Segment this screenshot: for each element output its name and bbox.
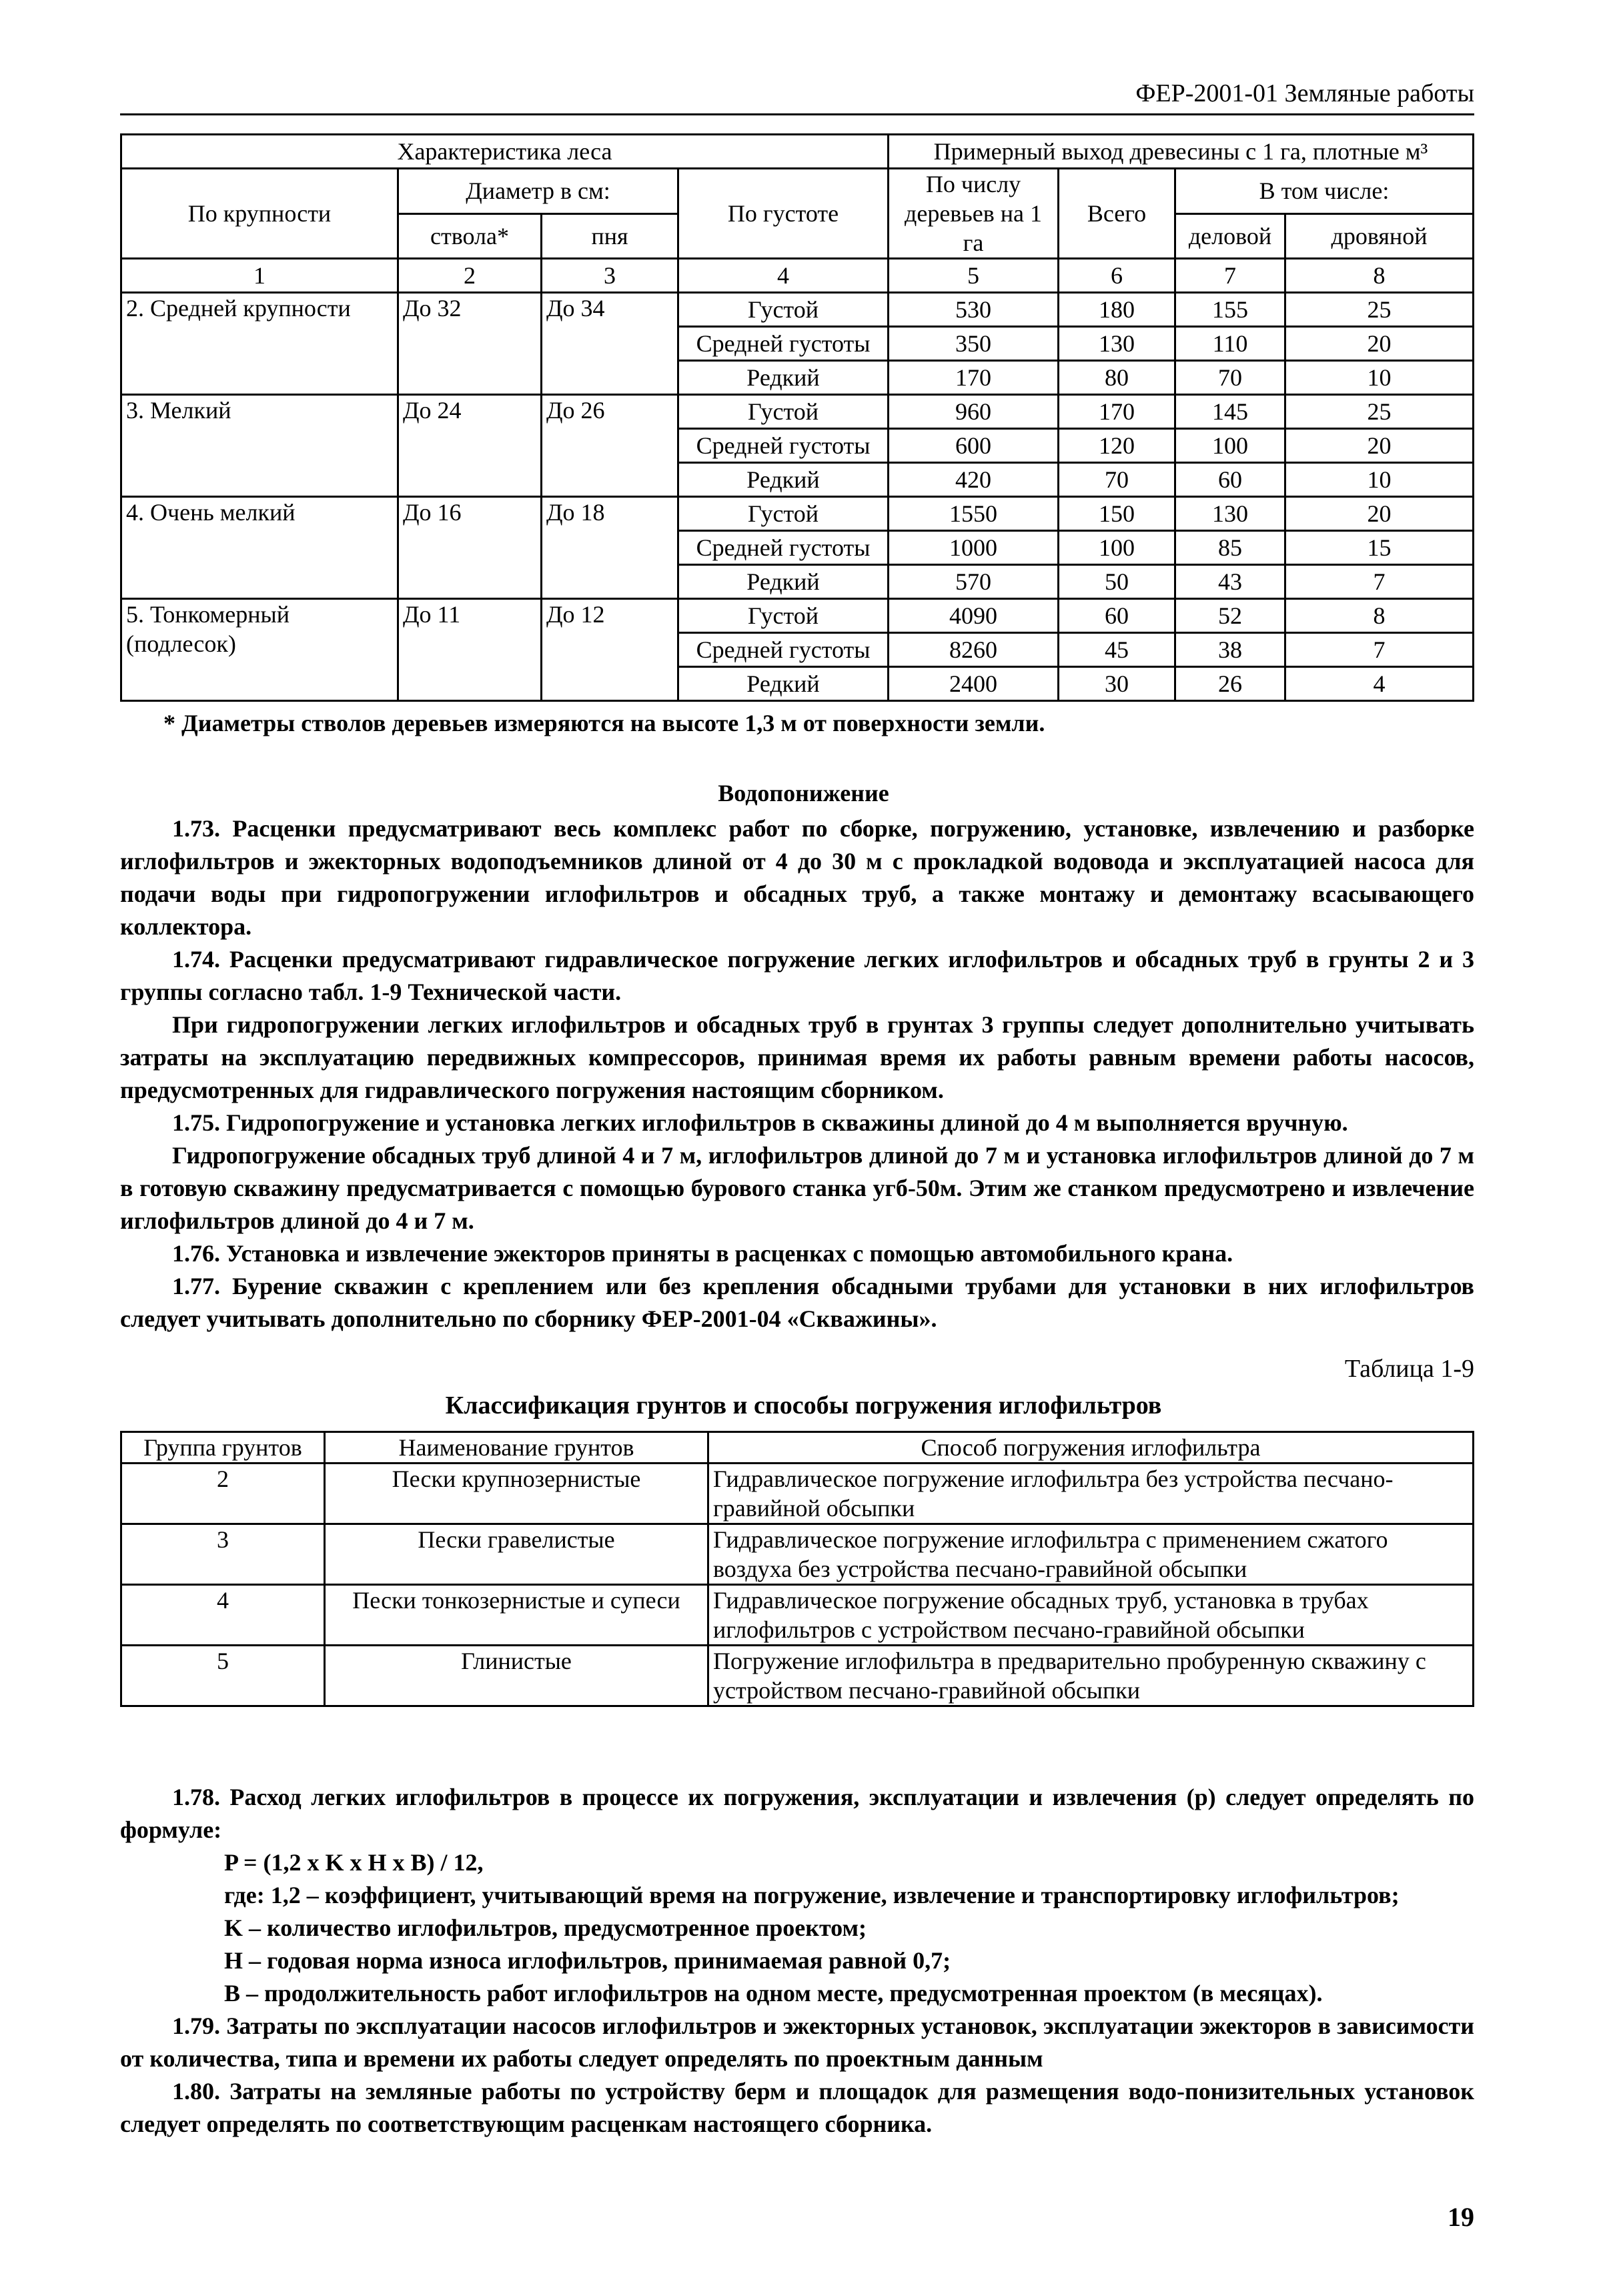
table-cell: Глинистые (325, 1646, 708, 1706)
th-characteristics: Характеристика леса (121, 135, 889, 169)
table-cell: 52 (1175, 599, 1285, 633)
paragraph: 1.80. Затраты на земляные работы по устройству берм и площадок для размещения водо-понизительных установок следует определять по соответствующим расценкам настоящего сборника. (120, 2078, 1474, 2137)
table-cell: 1550 (889, 497, 1059, 531)
table-cell: 4090 (889, 599, 1059, 633)
table-cell: Пески гравелистые (325, 1524, 708, 1585)
col-num: 4 (678, 259, 889, 293)
table-row (121, 1524, 1474, 1585)
table-cell: 530 (889, 293, 1059, 327)
col-num: 8 (1285, 259, 1474, 293)
table-cell: 43 (1175, 565, 1285, 599)
table-cell: Средней густоты (678, 429, 889, 463)
table-cell: 70 (1059, 463, 1175, 497)
table-cell: 25 (1285, 293, 1474, 327)
paragraph: 1.75. Гидропогружение и установка легких иглофильтров в скважины длиной до 4 м выполняется вручную. (172, 1109, 1348, 1136)
formula-where: K – количество иглофильтров, предусмотренное проектом; (224, 1914, 867, 1941)
table-row (121, 293, 1474, 327)
table-row (121, 1646, 1474, 1706)
th-trunk: ствола* (398, 213, 542, 259)
table-footnote: * Диаметры стволов деревьев измеряются на высоте 1,3 м от поверхности земли. (163, 710, 1045, 736)
table-cell: Густой (678, 395, 889, 429)
table-cell: 10 (1285, 463, 1474, 497)
table-cell: 8260 (889, 633, 1059, 667)
table-cell: 180 (1059, 293, 1175, 327)
table-cell: Пески крупнозернистые (325, 1464, 708, 1524)
table-cell: Гидравлическое погружение обсадных труб, установка в трубах иглофильтров с устройством песчано-гравийной обсыпки (708, 1585, 1474, 1646)
column-numbers-row (121, 259, 1474, 293)
table-cell: 100 (1059, 531, 1175, 565)
th-size: По крупности (121, 169, 398, 259)
table-cell: До 26 (542, 395, 678, 497)
table-cell: 420 (889, 463, 1059, 497)
table-cell: 960 (889, 395, 1059, 429)
body-text (120, 812, 1474, 1335)
table-cell: 170 (889, 361, 1059, 395)
soils-table (120, 1431, 1474, 1707)
table-cell: Густой (678, 497, 889, 531)
table-cell: 30 (1059, 667, 1175, 701)
table-cell: Средней густоты (678, 531, 889, 565)
col-num: 2 (398, 259, 542, 293)
paragraph: 1.78. Расход легких иглофильтров в процессе их погружения, эксплуатации и извлечения (р) следует определять по формуле: (120, 1784, 1474, 1843)
table-cell: Густой (678, 293, 889, 327)
table-cell: 26 (1175, 667, 1285, 701)
table-cell: 3. Мелкий (121, 395, 398, 497)
col-num: 7 (1175, 259, 1285, 293)
table-cell: Густой (678, 599, 889, 633)
page-number: 19 (1448, 2202, 1474, 2232)
formula: P = (1,2 x K x H x B) / 12, (224, 1849, 484, 1876)
table-cell: 80 (1059, 361, 1175, 395)
section-title: Водопонижение (718, 780, 889, 806)
table-cell: 600 (889, 429, 1059, 463)
table-caption: Таблица 1-9 (1344, 1355, 1474, 1383)
table-cell: Редкий (678, 463, 889, 497)
table-cell: 145 (1175, 395, 1285, 429)
soils-table-body (121, 1464, 1474, 1706)
table-cell: Редкий (678, 667, 889, 701)
formula-where: B – продолжительность работ иглофильтров на одном месте, предусмотренная проектом (в месяцах). (224, 1980, 1323, 2006)
table-cell: 3 (121, 1524, 325, 1585)
col-num: 5 (889, 259, 1059, 293)
table-cell: До 16 (398, 497, 542, 599)
table-cell: Гидравлическое погружение иглофильтра без устройства песчано-гравийной обсыпки (708, 1464, 1474, 1524)
table-cell: 60 (1175, 463, 1285, 497)
formula-where: где: 1,2 – коэффициент, учитывающий время на погружение, извлечение и транспортировку иглофильтров; (224, 1882, 1400, 1908)
table-cell: 4 (121, 1585, 325, 1646)
page-header: ФЕР-2001-01 Земляные работы (120, 73, 1474, 115)
table-row (121, 395, 1474, 429)
table-row (121, 1585, 1474, 1646)
table-cell: 155 (1175, 293, 1285, 327)
table-cell: 45 (1059, 633, 1175, 667)
table-cell: 5 (121, 1646, 325, 1706)
table-cell: 110 (1175, 327, 1285, 361)
table-cell: 4. Очень мелкий (121, 497, 398, 599)
table-cell: До 24 (398, 395, 542, 497)
formula-where: H – годовая норма износа иглофильтров, принимаемая равной 0,7; (224, 1947, 951, 1974)
table-cell: Редкий (678, 361, 889, 395)
paragraph: 1.77. Бурение скважин с креплением или без крепления обсадными трубами для установки в них иглофильтров следует учитывать дополнительно по сборнику ФЕР-2001-04 «Скважины». (120, 1273, 1474, 1332)
table-cell: 150 (1059, 497, 1175, 531)
table-cell: До 18 (542, 497, 678, 599)
table-cell: 60 (1059, 599, 1175, 633)
table-row (121, 497, 1474, 531)
forest-table-body (121, 293, 1474, 701)
table-cell: 20 (1285, 327, 1474, 361)
table-cell: 120 (1059, 429, 1175, 463)
th-total: Всего (1059, 169, 1175, 259)
th-count: По числу деревьев на 1 га (889, 169, 1059, 259)
paragraph: 1.73. Расценки предусматривают весь комплекс работ по сборке, погружению, установке, извлечению и разборке иглофильтров и эжекторных водоподъемников длиной от 4 до 30 м с прокладкой водовода и эксплуатацией насоса для подачи воды при гидропогружении иглофильтров и обсадных труб, а также монтажу и демонтажу всасывающего коллектора. (120, 815, 1474, 940)
table-cell: Средней густоты (678, 327, 889, 361)
table-cell: 1000 (889, 531, 1059, 565)
table-cell: 2. Средней крупности (121, 293, 398, 395)
th-method: Способ погружения иглофильтра (708, 1432, 1474, 1464)
table-cell: Пески тонкозернистые и супеси (325, 1585, 708, 1646)
table-cell: 70 (1175, 361, 1285, 395)
th-density: По густоте (678, 169, 889, 259)
table-cell: 15 (1285, 531, 1474, 565)
table-cell: До 11 (398, 599, 542, 701)
table-cell: 2 (121, 1464, 325, 1524)
table-cell: 7 (1285, 565, 1474, 599)
table-cell: 570 (889, 565, 1059, 599)
table-title: Классификация грунтов и способы погружения иглофильтров (445, 1391, 1162, 1419)
table-cell: Редкий (678, 565, 889, 599)
table-cell: 130 (1175, 497, 1285, 531)
table-cell: 10 (1285, 361, 1474, 395)
table-cell: 350 (889, 327, 1059, 361)
col-num: 6 (1059, 259, 1175, 293)
table-cell: До 12 (542, 599, 678, 701)
table-row (121, 599, 1474, 633)
table-cell: 100 (1175, 429, 1285, 463)
col-num: 3 (542, 259, 678, 293)
th-soil-group: Группа грунтов (121, 1432, 325, 1464)
paragraph: При гидропогружении легких иглофильтров и обсадных труб в грунтах 3 группы следует дополнительно учитывать затраты на эксплуатацию передвижных компрессоров, принимая время их работы равным времени работы насосов, предусмотренных для гидравлического погружения настоящим сборником. (120, 1011, 1474, 1103)
table-cell: 7 (1285, 633, 1474, 667)
body-text-2 (120, 1781, 1474, 2141)
table-cell: Гидравлическое погружение иглофильтра с применением сжатого воздуха без устройства песчано-гравийной обсыпки (708, 1524, 1474, 1585)
table-cell: До 32 (398, 293, 542, 395)
table-cell: 50 (1059, 565, 1175, 599)
paragraph: Гидропогружение обсадных труб длиной 4 и 7 м, иглофильтров длиной до 7 м и установка иглофильтров длиной до 7 м в готовую скважину предусматривается с помощью бурового станка угб-50м. Этим же станком предусмотрено и извлечение иглофильтров длиной до 4 и 7 м. (120, 1142, 1474, 1234)
th-including: В том числе: (1175, 169, 1474, 214)
table-row (121, 1464, 1474, 1524)
paragraph: 1.79. Затраты по эксплуатации насосов иглофильтров и эжекторных установок, эксплуатации эжекторов в зависимости от количества, типа и времени их работы следует определять по проектным данным (120, 2013, 1474, 2072)
table-cell: 5. Тонкомерный (подлесок) (121, 599, 398, 701)
paragraph: 1.76. Установка и извлечение эжекторов приняты в расценках с помощью автомобильного крана. (172, 1240, 1233, 1267)
forest-table (120, 133, 1474, 702)
table-cell: Средней густоты (678, 633, 889, 667)
th-soil-name: Наименование грунтов (325, 1432, 708, 1464)
table-cell: Погружение иглофильтра в предварительно пробуренную скважину с устройством песчано-гравийной обсыпки (708, 1646, 1474, 1706)
col-num: 1 (121, 259, 398, 293)
table-cell: 8 (1285, 599, 1474, 633)
table-cell: 25 (1285, 395, 1474, 429)
table-cell: 2400 (889, 667, 1059, 701)
table-cell: 85 (1175, 531, 1285, 565)
th-business: деловой (1175, 213, 1285, 259)
table-cell: 170 (1059, 395, 1175, 429)
table-cell: 130 (1059, 327, 1175, 361)
th-firewood: дровяной (1285, 213, 1474, 259)
th-yield: Примерный выход древесины с 1 га, плотные м³ (889, 135, 1474, 169)
table-cell: 20 (1285, 497, 1474, 531)
th-diameter: Диаметр в см: (398, 169, 678, 214)
table-cell: До 34 (542, 293, 678, 395)
th-stump: пня (542, 213, 678, 259)
table-cell: 20 (1285, 429, 1474, 463)
paragraph: 1.74. Расценки предусматривают гидравлическое погружение легких иглофильтров и обсадных труб в грунты 2 и 3 группы согласно табл. 1-9 Технической части. (120, 946, 1474, 1005)
table-cell: 38 (1175, 633, 1285, 667)
table-cell: 4 (1285, 667, 1474, 701)
